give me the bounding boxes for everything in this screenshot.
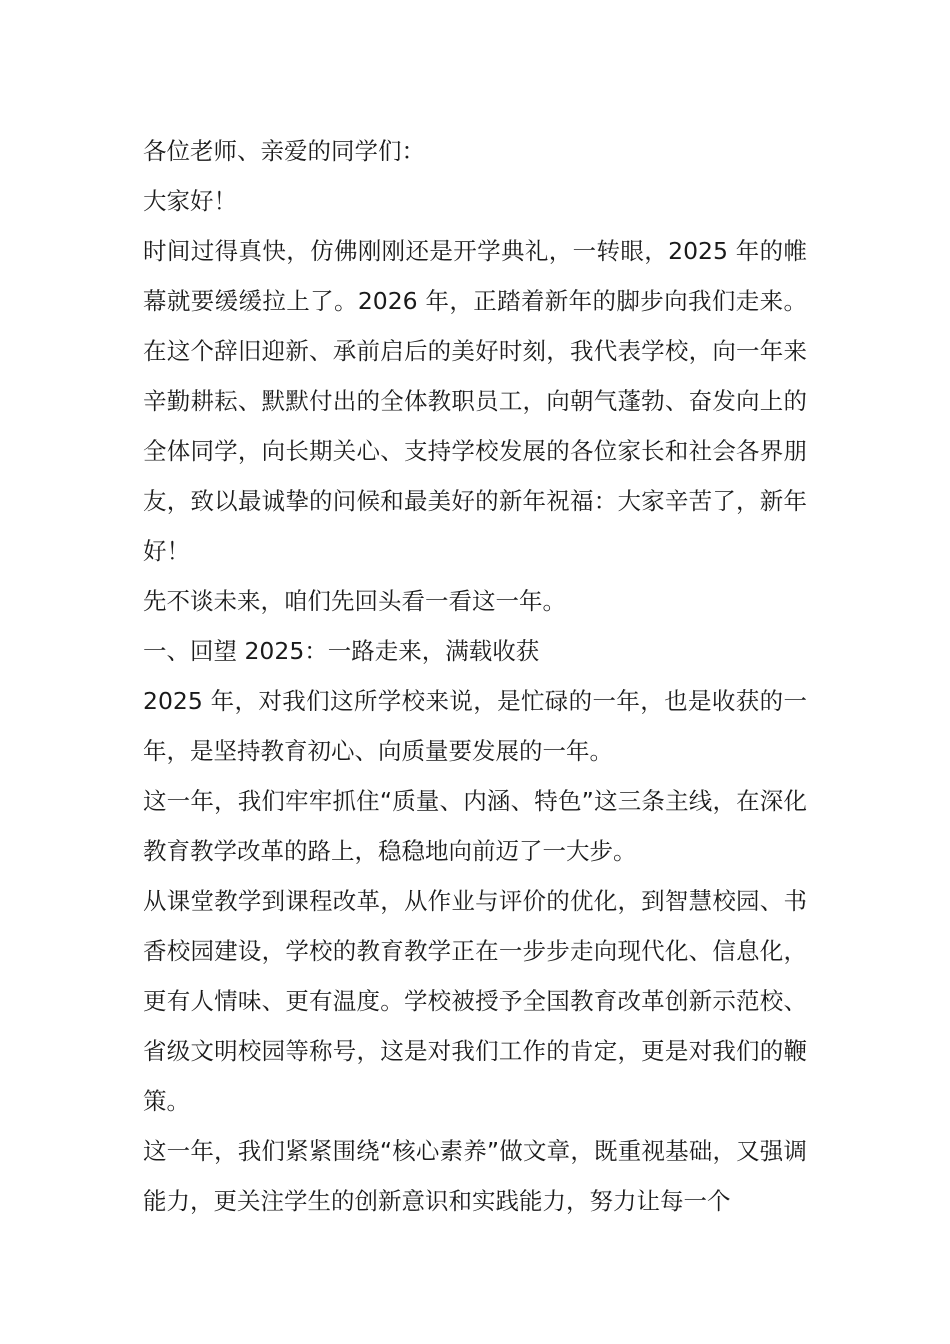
paragraph-year-summary: 2025 年，对我们这所学校来说，是忙碌的一年，也是收获的一年，是坚持教育初心、向质量要发展的一年。: [143, 687, 807, 765]
salutation: 各位老师、亲爱的同学们：: [143, 137, 425, 165]
greeting: 大家好！: [143, 187, 237, 215]
document-body: [143, 126, 807, 1226]
paragraph-opening: 时间过得真快，仿佛刚刚还是开学典礼，一转眼，2025 年的帷幕就要缓缓拉上了。2026 年，正踏着新年的脚步向我们走来。在这个辞旧迎新、承前启后的美好时刻，我代表学校，向一年来辛勤耕耘、默默付出的全体教职员工，向朝气蓬勃、奋发向上的全体同学，向长期关心、支持学校发展的各位家长和社会各界朋友，致以最诚挚的问候和最美好的新年祝福：大家辛苦了，新年好！: [143, 237, 807, 565]
paragraph-core-literacy: 这一年，我们紧紧围绕“核心素养”做文章，既重视基础，又强调能力，更关注学生的创新意识和实践能力，努力让每一个: [143, 1137, 807, 1215]
paragraph-main-lines: 这一年，我们牢牢抓住“质量、内涵、特色”这三条主线，在深化教育教学改革的路上，稳稳地向前迈了一大步。: [143, 787, 807, 865]
paragraph-transition: 先不谈未来，咱们先回头看一看这一年。: [143, 587, 566, 615]
paragraph-reform: 从课堂教学到课程改革，从作业与评价的优化，到智慧校园、书香校园建设，学校的教育教学正在一步步走向现代化、信息化，更有人情味、更有温度。学校被授予全国教育改革创新示范校、省级文明校园等称号，这是对我们工作的肯定，更是对我们的鞭策。: [143, 887, 807, 1115]
section-heading: 一、回望 2025：一路走来，满载收获: [143, 637, 540, 665]
